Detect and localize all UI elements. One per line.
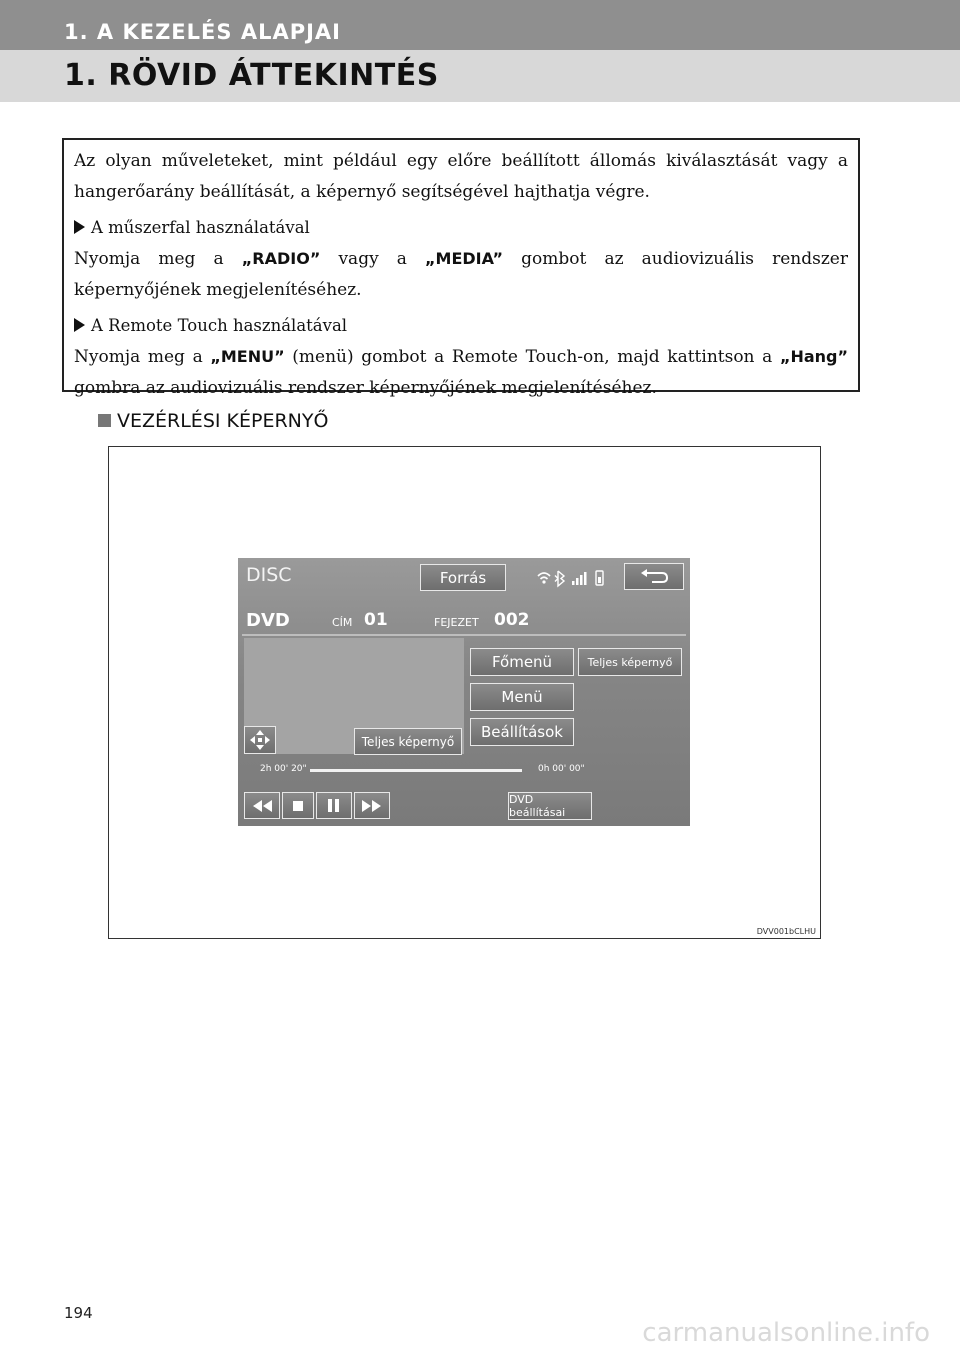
elapsed-time: 2h 00' 20" — [260, 764, 307, 774]
item2-title: A Remote Touch használatával — [91, 316, 348, 335]
remaining-time: 0h 00' 00" — [538, 764, 585, 774]
fast-forward-button[interactable] — [354, 792, 390, 819]
move-button[interactable] — [244, 726, 276, 754]
fullscreen-button[interactable]: Teljes képernyő — [578, 648, 682, 676]
chapter-number: 002 — [494, 610, 530, 630]
wifi-bluetooth-signal-battery-icon — [534, 566, 618, 588]
screen-title: DISC — [246, 564, 292, 586]
video-fullscreen-button[interactable]: Teljes képernyő — [354, 728, 462, 755]
item1-text: Nyomja meg a „RADIO” vagy a „MEDIA” gombot az audiovizuális rendszer képernyőjének megjelenítéséhez. — [74, 249, 848, 300]
settings-button[interactable]: Beállítások — [470, 718, 574, 746]
status-icons — [534, 566, 618, 588]
dvd-settings-button[interactable]: DVD beállításai — [508, 792, 592, 820]
back-button[interactable] — [624, 563, 684, 590]
chapter-label: FEJEZET — [434, 616, 479, 629]
source-button[interactable]: Forrás — [420, 564, 506, 591]
main-menu-button[interactable]: Főmenü — [470, 648, 574, 676]
pause-button[interactable] — [316, 792, 352, 819]
item1-heading — [74, 212, 848, 243]
rewind-button[interactable] — [244, 792, 280, 819]
control-screen — [238, 558, 690, 826]
page-number: 194 — [64, 1304, 93, 1322]
item2-text: Nyomja meg a „MENU” (menü) gombot a Remote Touch-on, majd kattintson a „Hang” gombra az audiovizuális rendszer képernyőjének megjelenítéséhez. — [74, 347, 848, 398]
back-arrow-icon — [638, 569, 670, 585]
title-label: CÍM — [332, 616, 353, 629]
watermark: carmanualsonline.info — [642, 1318, 930, 1348]
media-button-label: „MEDIA” — [425, 249, 504, 268]
rewind-icon — [251, 800, 273, 812]
triangle-bullet-icon — [74, 318, 85, 332]
triangle-bullet-icon — [74, 220, 85, 234]
intro-text: Az olyan műveleteket, mint például egy előre beállított állomás kiválasztását vagy a hangerőarány beállítását, a képernyő segítségével hajthatja végre. — [74, 151, 848, 202]
info-box — [62, 138, 860, 398]
menu-button-label: „MENU” — [210, 347, 285, 366]
figure-code: DVV001bCLHU — [756, 927, 816, 936]
subheading — [98, 410, 328, 432]
media-type-label: DVD — [246, 610, 290, 631]
hang-button-label: „Hang” — [779, 347, 848, 366]
radio-button-label: „RADIO” — [241, 249, 321, 268]
progress-bar[interactable] — [310, 769, 522, 772]
fast-forward-icon — [361, 800, 383, 812]
subheading-text: VEZÉRLÉSI KÉPERNYŐ — [117, 410, 329, 432]
page-title: 1. RÖVID ÁTTEKINTÉS — [64, 58, 439, 93]
menu-button[interactable]: Menü — [470, 683, 574, 711]
stop-button[interactable] — [282, 792, 314, 819]
section-title: 1. A KEZELÉS ALAPJAI — [64, 20, 341, 44]
move-arrows-icon — [249, 729, 271, 751]
item1-title: A műszerfal használatával — [91, 218, 310, 237]
square-bullet-icon — [98, 414, 111, 427]
stop-icon — [293, 801, 303, 811]
item2-heading — [74, 310, 848, 341]
pause-icon — [328, 799, 340, 812]
header-divider — [242, 634, 686, 636]
title-number: 01 — [364, 610, 388, 630]
